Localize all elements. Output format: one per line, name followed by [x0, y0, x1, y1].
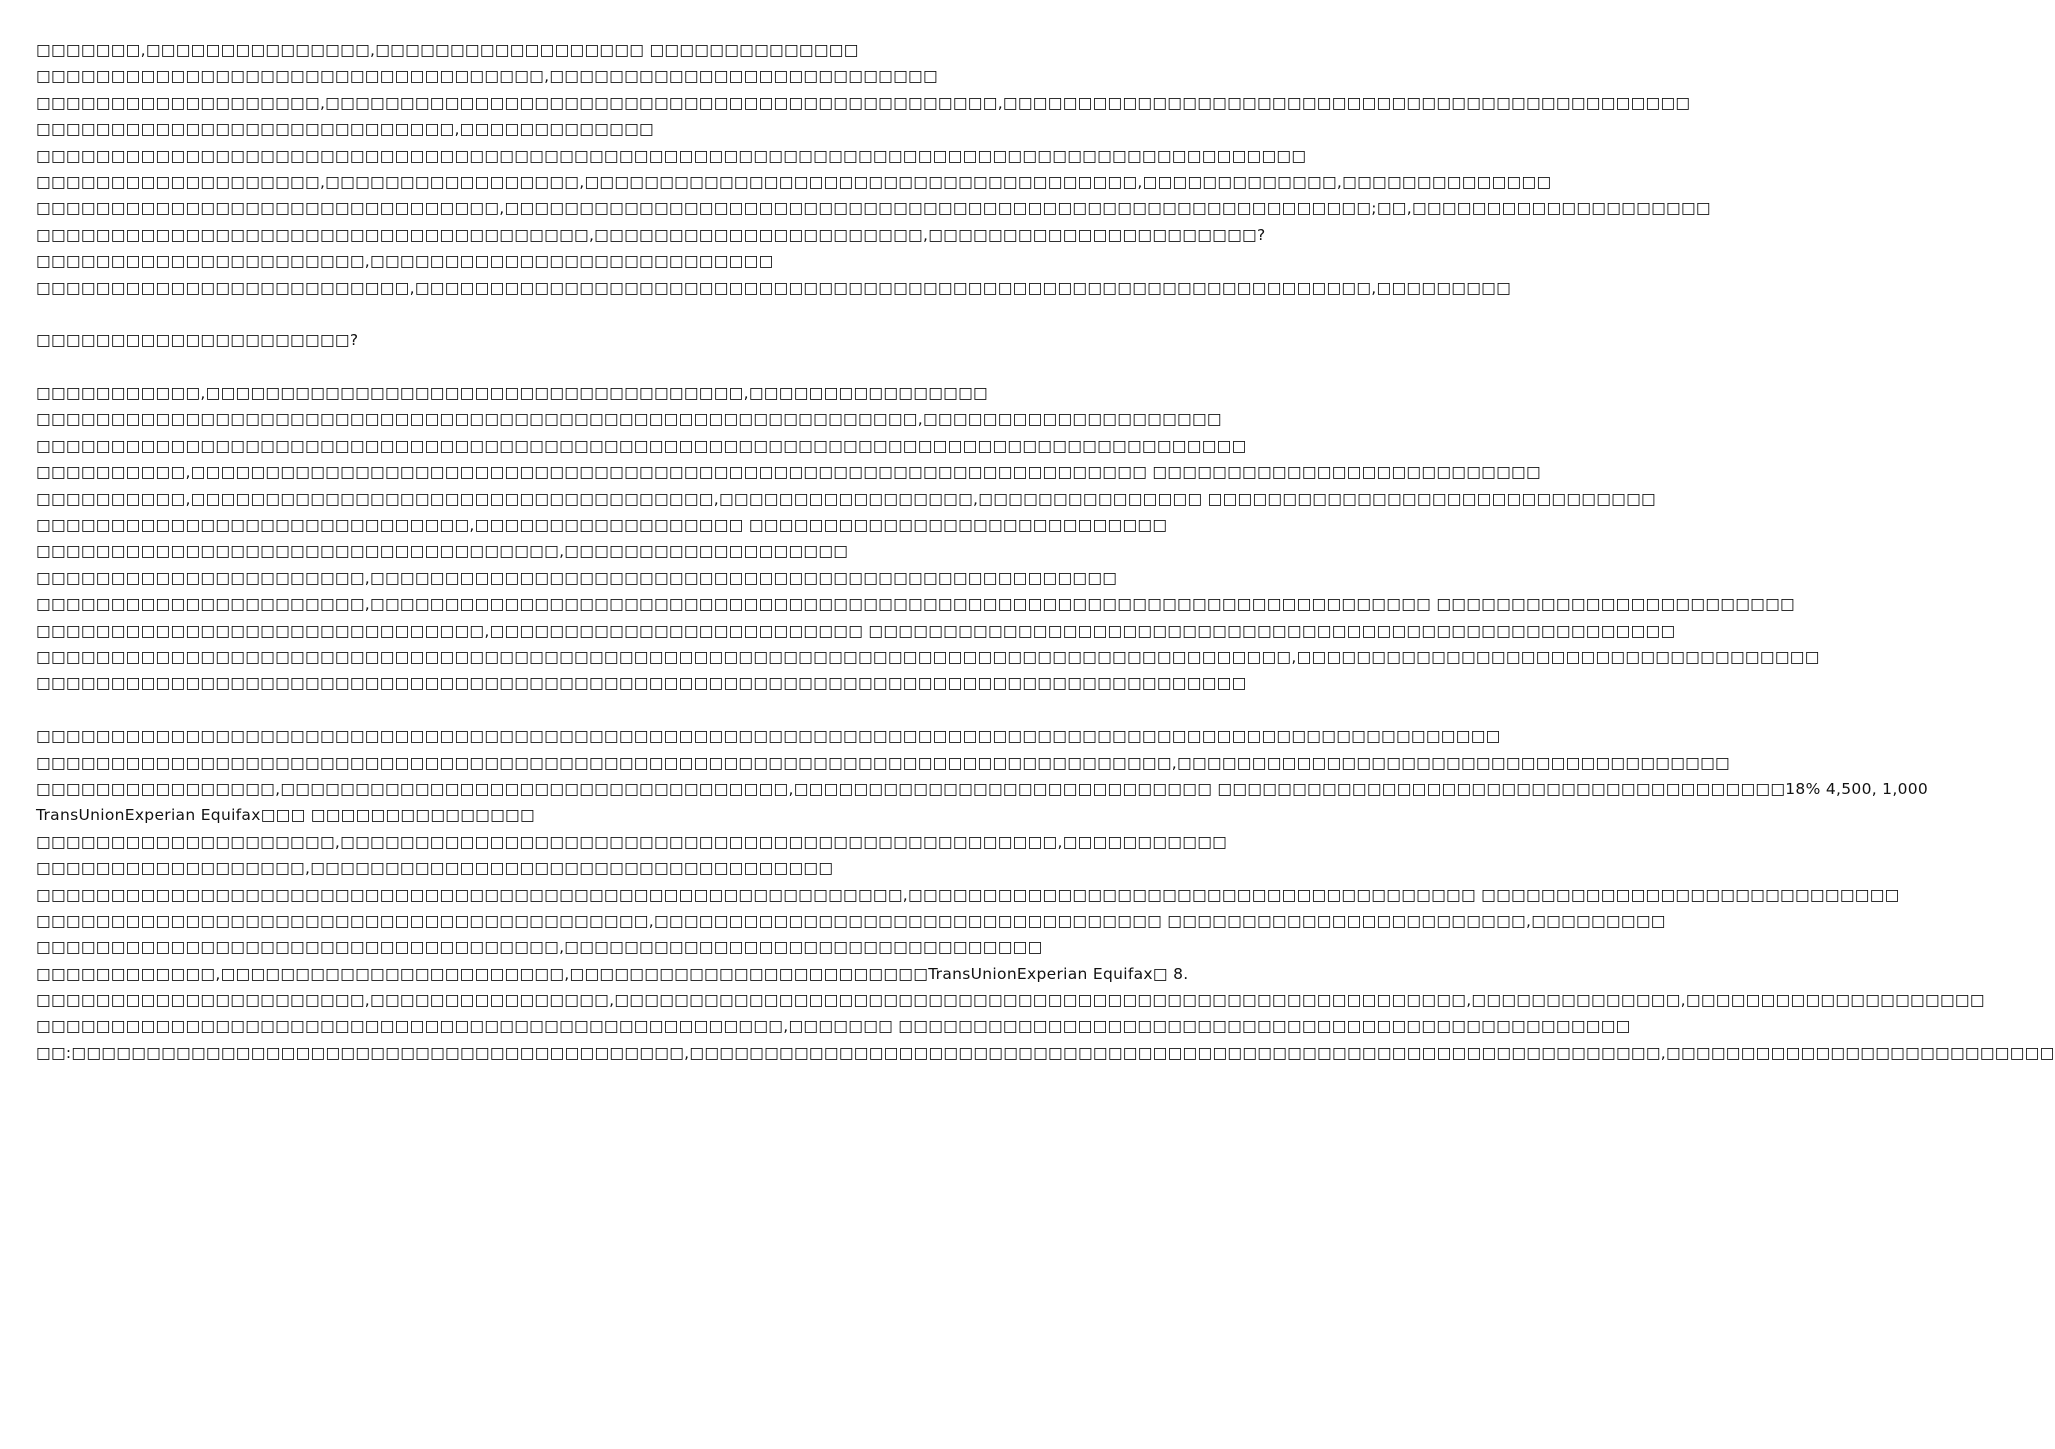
text-line: □□□□□□□□□□□□□□□□□□□□□□□□□□□□□□□□□□□□□□□□□□□□□□□□□□□□□□□□□□□□□□□□□□□□□□□□□□□□□□□□□□□□□□□□□□□□□□□□□□ [36, 727, 1501, 746]
text-line: □□□□□□□□□□□□□□□□□□□□□□,□□□□□□□□□□□□□□□□,□□□□□□□□□□□□□□□□□□□□□□□□□□□□□□□□□□□□□□□□□□□□□□□□□□□□□□□□□,□□□□□□□□□□□□□□,□□□□□□□□□□□□□□□□□□□□ [36, 991, 1985, 1010]
text-line: □□□□□□□□□□□□□□□□□□□□□□□□□□□□□□,□□□□□□□□□□□□□□□□□□□□□□□□□ □□□□□□□□□□□□□□□□□□□□□□□□□□□□□□□□□□□□□□□□□□□□□□□□□□□□□□ [36, 621, 1676, 640]
text-line: □□□□□□□□□□□□□□□□□□,□□□□□□□□□□□□□□□□□□□□□□□□□□□□□□□□□□□ [36, 859, 834, 878]
text-line: □□□□□□□□□□□□□□□□□□□□□□□□□□□□□□□□□□□□□□□□□□□□□□□□□□□□□□□□□□,□□□□□□□□□□□□□□□□□□□□□□□□□□□□□□□□□□□□□□ □□□□□□□□□□□□□□□□□□□□□□□□□□□□ [36, 885, 1900, 904]
paragraph-spacer [36, 697, 988, 723]
text-line: □□□□□□□□□□□□,□□□□□□□□□□□□□□□□□□□□□□□,□□□□□□□□□□□□□□□□□□□□□□□□TransUnionExperian Equifax□ 8. [36, 964, 1189, 983]
text-line: □□□□□□□□□□□□□□□□□□□□□□□□□□□□□□□□□□□□□□□□□□□□□□□□□□□□□□□□□□□,□□□□□□□□□□□□□□□□□□□□ [36, 410, 1222, 429]
text-line: □□□□□□□□□□□□□□□□□□□□□□□□□□□□□□□□□□□□□□□□□,□□□□□□□□□□□□□□□□□□□□□□□□□□□□□□□□□□ □□□□□□□□□□□□□□□□□□□□□□□□,□□□□□□□□□ [36, 911, 1666, 930]
text-line: □□□□□□□□□□□□□□□□□□□□□□□□□□□□□□□□□□□□□□□□□□□□□□□□□□□□□□□□□□□□□□□□□□□□□□□□□□□□,□□□□□□□□□□□□□□□□□□□□□□□□□□□□□□□□□□□□□ [36, 753, 1730, 772]
text-line: □□□□□□□□□□□□□□□□□□□□□□,□□□□□□□□□□□□□□□□□□□□□□□□□□□□□□□□□□□□□□□□□□□□□□□□□□ [36, 568, 1118, 587]
text-line: TransUnionExperian Equifax□□□ □□□□□□□□□□□□□□□ [36, 806, 535, 825]
text-line: □□□□□□□□□□□□□□□□□□□□□□□□□,□□□□□□□□□□□□□□□□□□□□□□□□□□□□□□□□□□□□□□□□□□□□□□□□□□□□□□□□□□□□□□□□,□□□□□□□□□ [36, 278, 1512, 297]
text-line: □□□□□□□□□□□□□□□□□□□□□□□□□□□□□□□□□□□□□□□□□□□□□□□□□□□□□□□□□□□□□□□□□□□□□□□□□□□□□□□□□ [36, 436, 1247, 455]
paragraph [36, 380, 1820, 697]
text-line: □□□□□□□□□□□□□□□□□□□□□? [36, 331, 359, 350]
paragraph [36, 37, 1711, 301]
text-line: □□□□□□□□□□□□□□□□□□□□□□□□□□□□,□□□□□□□□□□□□□ [36, 120, 654, 139]
paragraph [36, 327, 988, 353]
text-line: □□□□□□□□□□□□□□□□□□□□□□□□□□□□□□□□□□□□□,□□□□□□□□□□□□□□□□□□□□□□,□□□□□□□□□□□□□□□□□□□□□□? [36, 225, 1266, 244]
text-line: □□□□□□□□□□□□□□□□□□□□□□□□□□□□□□□□□□□,□□□□□□□□□□□□□□□□□□□ [36, 542, 849, 561]
text-line: □□□□□□□□□□□□□□□□□□□□□□□□□□□□□□□,□□□□□□□□□□□□□□□□□□□□□□□□□□□□□□□□□□□□□□□□□□□□□□□□□□□□□□□□□□;□□,□□□□□□□□□□□□□□□□□□□□ [36, 199, 1711, 218]
text-line: □□□□□□□□□□□□□□□□□□□□□□□□□□□□□□□□□□,□□□□□□□□□□□□□□□□□□□□□□□□□□ [36, 67, 938, 86]
text-line: □□□□□□□□□□□,□□□□□□□□□□□□□□□□□□□□□□□□□□□□□□□□□□□□,□□□□□□□□□□□□□□□□ [36, 384, 988, 403]
text-line: □□□□□□□□□□□□□□□□□□□□□□,□□□□□□□□□□□□□□□□□□□□□□□□□□□ [36, 252, 774, 271]
text-line: □□□□□□□□□□□□□□□□□□□□□□□□□□□□□□□□□□□,□□□□□□□□□□□□□□□□□□□□□□□□□□□□□□□□ [36, 938, 1043, 957]
text-line: □□□□□□□□□□□□□□□□□□□□□□,□□□□□□□□□□□□□□□□□□□□□□□□□□□□□□□□□□□□□□□□□□□□□□□□□□□□□□□□□□□□□□□□□□□□□□□ □□□□□□□□□□□□□□□□□□□□□□□□ [36, 595, 1795, 614]
text-line: □□□□□□□□□□,□□□□□□□□□□□□□□□□□□□□□□□□□□□□□□□□□□□,□□□□□□□□□□□□□□□□□,□□□□□□□□□□□□□□□ □□□□□□□□□□□□□□□□□□□□□□□□□□□□□□ [36, 489, 1656, 508]
paragraph-spacer [36, 354, 988, 380]
text-line: □□□□□□□,□□□□□□□□□□□□□□□,□□□□□□□□□□□□□□□□□□ □□□□□□□□□□□□□□ [36, 41, 859, 59]
paragraph [36, 723, 2055, 1066]
text-line: □□□□□□□□□□□□□□□□□□□□□□□□□□□□□□□□□□□□□□□□□□□□□□□□□□□□□□□□□□□□□□□□□□□□□□□□□□□□□□□□□□□□,□□□□□□□□□□□□□□□□□□□□□□□□□□□□□□□□□□□ [36, 647, 1820, 666]
document-body [36, 37, 2055, 1066]
text-line: □□□□□□□□□□□□□□□□□□□,□□□□□□□□□□□□□□□□□□□□□□□□□□□□□□□□□□□□□□□□□□□□□,□□□□□□□□□□□□□□□□□□□□□□□□□□□□□□□□□□□□□□□□□□□□□□ [36, 93, 1691, 112]
text-line: □□□□□□□□□□□□□□□□□□□□□□□□□□□□□,□□□□□□□□□□□□□□□□□□ □□□□□□□□□□□□□□□□□□□□□□□□□□□□ [36, 516, 1168, 535]
paragraph-spacer [36, 301, 988, 327]
text-line: □□□□□□□□□□□□□□□□□□□□□□□□□□□□□□□□□□□□□□□□□□□□□□□□□□□□□□□□□□□□□□□□□□□□□□□□□□□□□□□□□□□□□ [36, 146, 1307, 165]
text-line: □□□□□□□□□□□□□□□□,□□□□□□□□□□□□□□□□□□□□□□□□□□□□□□□□□□,□□□□□□□□□□□□□□□□□□□□□□□□□□□□ □□□□□□□□□□□□□□□□□□□□□□□□□□□□□□□□□□□□□□18% 4,500, 1,000 [36, 779, 1929, 798]
text-line: □□□□□□□□□□□□□□□□□□□□□□□□□□□□□□□□□□□□□□□□□□□□□□□□□□□□□□□□□□□□□□□□□□□□□□□□□□□□□□□□□ [36, 674, 1247, 693]
text-line: □□□□□□□□□□□□□□□□□□□,□□□□□□□□□□□□□□□□□,□□□□□□□□□□□□□□□□□□□□□□□□□□□□□□□□□□□□□,□□□□□□□□□□□□□,□□□□□□□□□□□□□□ [36, 172, 1552, 191]
text-line: □□□□□□□□□□,□□□□□□□□□□□□□□□□□□□□□□□□□□□□□□□□□□□□□□□□□□□□□□□□□□□□□□□□□□□□□□□□ □□□□□□□□□□□□□□□□□□□□□□□□□□ [36, 463, 1541, 482]
text-line: □□□□□□□□□□□□□□□□□□□□□□□□□□□□□□□□□□□□□□□□□□□□□□□□□□,□□□□□□□ □□□□□□□□□□□□□□□□□□□□□□□□□□□□□□□□□□□□□□□□□□□□□□□□□ [36, 1017, 1631, 1036]
text-line: □□:□□□□□□□□□□□□□□□□□□□□□□□□□□□□□□□□□□□□□□□□□,□□□□□□□□□□□□□□□□□□□□□□□□□□□□□□□□□□□□□□□□□□□□□□□□□□□□□□□□□□□□□□□□□,□□□□□□□□□□□□□□□□□□□□□□□□□□ [36, 1043, 2055, 1062]
text-line: □□□□□□□□□□□□□□□□□□□□,□□□□□□□□□□□□□□□□□□□□□□□□□□□□□□□□□□□□□□□□□□□□□□□□,□□□□□□□□□□□ [36, 832, 1228, 851]
